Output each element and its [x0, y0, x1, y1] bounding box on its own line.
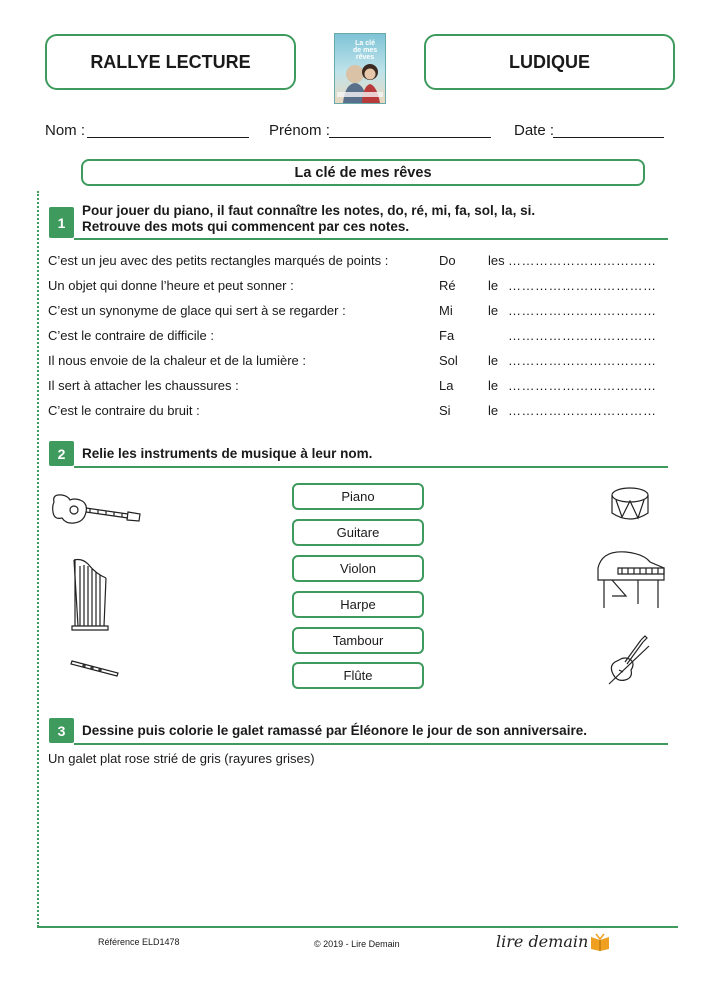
- open-book-icon: [590, 933, 610, 951]
- word-box-piano[interactable]: Piano: [292, 483, 424, 510]
- date-label: Date :: [514, 122, 555, 139]
- q1-answer-dots[interactable]: ……………………………: [508, 278, 657, 293]
- lire-demain-logo-text: lire demain: [496, 932, 589, 951]
- cover-title-line3: rêves: [355, 54, 375, 61]
- q1-row: [48, 248, 673, 273]
- rallye-lecture-label: RALLYE LECTURE: [90, 51, 251, 72]
- word-box-flute[interactable]: Flûte: [292, 662, 424, 689]
- question-1-text: [82, 203, 682, 235]
- word-box-tambour[interactable]: Tambour: [292, 627, 424, 654]
- prenom-label: Prénom :: [269, 122, 330, 139]
- q1-article: le: [488, 353, 499, 368]
- margin-dotted-line: [37, 191, 39, 927]
- nom-input-line[interactable]: [87, 137, 249, 138]
- q1-article: le: [488, 403, 499, 418]
- q1-answer-dots[interactable]: ……………………………: [508, 378, 657, 393]
- q1-answer-dots[interactable]: ……………………………: [508, 303, 657, 318]
- cover-title-line1: La clé: [355, 40, 375, 47]
- q1-article: le: [488, 278, 499, 293]
- word-box-violon[interactable]: Violon: [292, 555, 424, 582]
- q1-row: [48, 273, 673, 298]
- q1-clue: C’est un synonyme de glace qui sert à se regarder :: [48, 303, 346, 318]
- q1-row: [48, 323, 673, 348]
- book-title: La clé de mes rêves: [294, 164, 432, 181]
- book-cover-image: [334, 33, 386, 104]
- q1-clue: C’est un jeu avec des petits rectangles marqués de points :: [48, 253, 389, 268]
- question-3-text: Dessine puis colorie le galet ramassé par Éléonore le jour de son anniversaire.: [82, 723, 587, 738]
- q1-row: [48, 398, 673, 423]
- q1-article: les: [488, 253, 505, 268]
- q1-answer-dots[interactable]: ……………………………: [508, 253, 657, 268]
- lire-demain-logo: [496, 932, 610, 951]
- q1-note: Ré: [439, 278, 456, 293]
- question-1-line2: Retrouve des mots qui commencent par ces notes.: [82, 219, 410, 234]
- piano-icon: [592, 546, 668, 616]
- q1-note: Si: [439, 403, 451, 418]
- question-2-rule: [74, 466, 668, 468]
- q1-note: Mi: [439, 303, 453, 318]
- harp-icon: [68, 556, 116, 636]
- question-2-text: Relie les instruments de musique à leur nom.: [82, 446, 373, 461]
- footer-reference: Référence ELD1478: [98, 937, 180, 947]
- q1-note: La: [439, 378, 454, 393]
- question-2-number: 2: [49, 441, 74, 466]
- q1-clue: Un objet qui donne l’heure et peut sonner :: [48, 278, 294, 293]
- cover-title-line2: de mes: [353, 47, 378, 54]
- q1-answer-dots[interactable]: ……………………………: [508, 328, 657, 343]
- question-3-number: 3: [49, 718, 74, 743]
- q1-clue: C’est le contraire du bruit :: [48, 403, 200, 418]
- word-box-guitare[interactable]: Guitare: [292, 519, 424, 546]
- q1-row: [48, 298, 673, 323]
- book-title-box: [81, 159, 645, 186]
- word-box-harpe[interactable]: Harpe: [292, 591, 424, 618]
- footer-copyright: © 2019 - Lire Demain: [314, 939, 400, 949]
- q1-article: le: [488, 378, 499, 393]
- q1-article: le: [488, 303, 499, 318]
- question-3-answer: Un galet plat rose strié de gris (rayures grises): [48, 751, 315, 766]
- q1-clue: C’est le contraire de difficile :: [48, 328, 214, 343]
- ludique-header: [424, 34, 675, 90]
- footer-rule: [37, 926, 678, 928]
- q1-clue: Il nous envoie de la chaleur et de la lumière :: [48, 353, 306, 368]
- question-1-rule: [74, 238, 668, 240]
- question-3-rule: [74, 743, 668, 745]
- q1-note: Do: [439, 253, 456, 268]
- rallye-lecture-header: [45, 34, 296, 90]
- q1-note: Sol: [439, 353, 458, 368]
- q1-clue: Il sert à attacher les chaussures :: [48, 378, 239, 393]
- q1-answer-dots[interactable]: ……………………………: [508, 353, 657, 368]
- nom-label: Nom :: [45, 122, 86, 139]
- q1-answer-dots[interactable]: ……………………………: [508, 403, 657, 418]
- date-input-line[interactable]: [553, 137, 664, 138]
- violin-icon: [605, 632, 655, 688]
- ludique-label: LUDIQUE: [509, 51, 590, 72]
- guitar-icon: [50, 490, 142, 530]
- q1-note: Fa: [439, 328, 455, 343]
- q1-row: [48, 373, 673, 398]
- flute-icon: [70, 657, 122, 679]
- question-1-line1: Pour jouer du piano, il faut connaître les notes, do, ré, mi, fa, sol, la, si.: [82, 203, 536, 218]
- q1-row: [48, 348, 673, 373]
- prenom-input-line[interactable]: [329, 137, 491, 138]
- question-1-number: 1: [49, 207, 74, 238]
- drum-icon: [608, 485, 654, 525]
